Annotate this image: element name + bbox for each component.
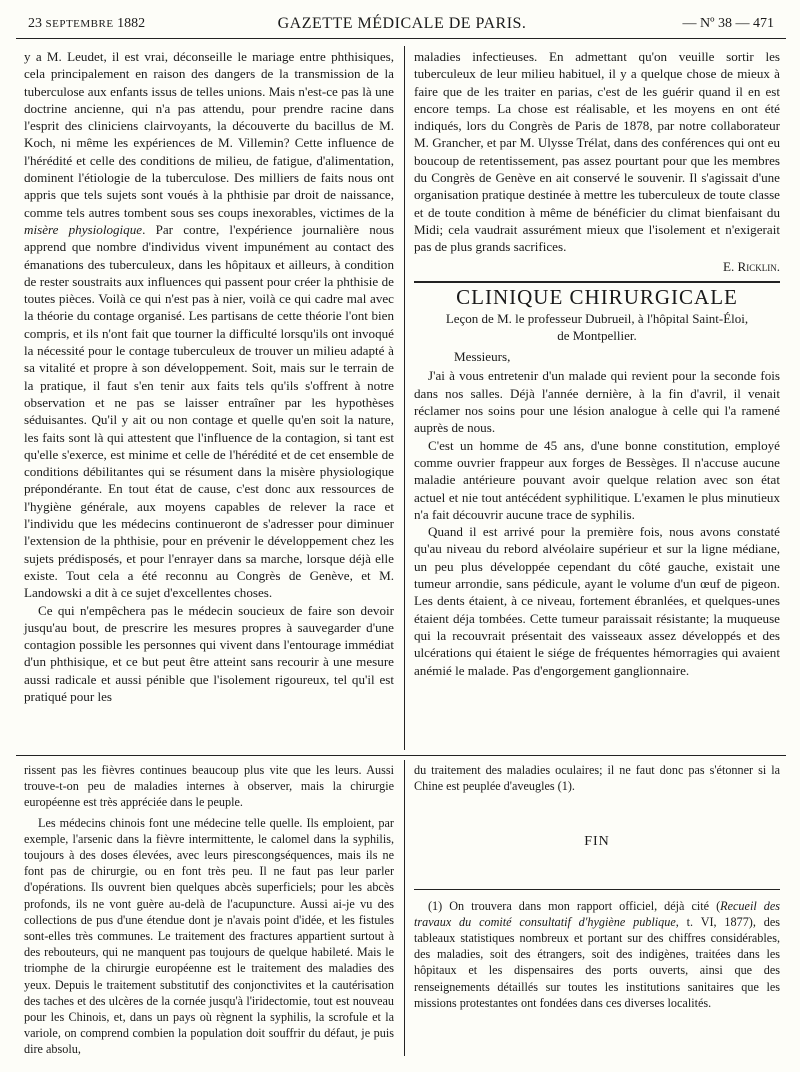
- footnote-rule: [414, 889, 780, 890]
- bottom-left-paragraph-2: Les médecins chinois font une médecine telle quelle. Ils emploient, par exemple, l'arsenic dans la fièvre intermittente, le calomel dans la syphilis, toujours à des doses élevées, avec leurs pirescongséquences, mais ils ne font pas de chirurgie, ou en font très peu. Il ne faut pas leur parler d'opérations. Ils ouvrent bien quelques abcès superficiels; pour les abcès profonds, ils ne vont guère au-delà de l'acupuncture. Aussi ai-je vu des collections de pus d'une étendue dont je n'avais point d'idée, et les fistules sont-elles très communes. Le traitement des fractures appartient surtout à des rebouteurs, qui ne manquent pas toujours de quelque habileté. Mais le triomphe de la chirurgie européenne est le traitement des maladies des yeux. Depuis le traitement substitutif des conjonctivites et la cautérisation des taches et des ulcères de la cornée jusqu'à l'iridectomie, tout est nouveau pour les Chinois, et, dans un pays où règnent la syphilis, la scrofule et la variole, on comprend combien la population doit souffrir du défaut, je puis dire absolu,: [24, 815, 394, 1057]
- lecture-subtitle: Leçon de M. le professeur Dubrueil, à l'hôpital Saint-Éloi, de Montpellier.: [445, 311, 749, 344]
- footnote: (1) On trouvera dans mon rapport officiel, déjà cité (Recueil des travaux du comité consultatif d'hygiène publique, t. VI, 1877), des tableaux statistiques nombreux et portant sur des chiffres considérables, des maladies, soit des étrangers, soit des indigènes, traitées dans les hôpitaux et les dispensaires des ports ouverts, ainsi que des renseignements détaillés sur toutes les institutions sanitaires que les missions protestantes ont fondées dans ces diverses localités.: [414, 898, 780, 1010]
- header-rule: [16, 38, 786, 39]
- bottom-left-column: [24, 762, 394, 1058]
- right-paragraph-3: Quand il est arrivé pour la première fois, nous avons constaté qu'au niveau du rebord alvéolaire supérieur et sur la ligne médiane, un peu plus développée cependant du côté gauche, existait une tumeur arrondie, sans pédicule, ayant le volume d'un œuf de pigeon. Les dents étaient, à ce niveau, fortement ébranlées, et quelques-unes étaient déja tombées. Cette tumeur paraissait résistante; la muqueuse qui la recouvrait présentait des vaisseaux assez développés et des ulcérations qui étaient le siége de fréquentes hémorragies qui avaient anémié le malade. Pas d'engorgement ganglionnaire.: [414, 524, 780, 678]
- fin-marker: FIN: [584, 834, 610, 850]
- page-header: [16, 14, 788, 38]
- header-date: 23 SEPTEMBRE 1882: [28, 16, 146, 31]
- left-column: [24, 48, 394, 705]
- article-signature: E. Ricklin.: [722, 258, 780, 274]
- left-paragraph-2: Ce qui n'empêchera pas le médecin soucieux de faire son devoir jusqu'au bout, de prescrire les mesures propres à sauvegarder d'une contagion possible les personnes qui vivent dans l'entourage immédiat d'un phthisique, et ce but peut être atteint sans recourir à une mesure aussi radicale et aussi pénible que l'isolement rigoureux, tel qu'il est pratiqué pour les: [24, 602, 394, 704]
- section-separator: [16, 755, 786, 756]
- column-divider-bottom: [404, 760, 405, 1056]
- right-top-paragraph: maladies infectieuses. En admettant qu'on veuille sortir les tuberculeux de leur milieu habituel, il y a quelque chose de mieux à faire que de les traiter en parias, c'est de les guérir quand il en est encore temps. La chose est réalisable, et les moyens en ont été indiqués, lors du Congrès de Paris de 1878, par notre collaborateur M. Grancher, et par M. Ulysse Trélat, dans des conférences qui ont eu boucoup de retentissement, pas assez pourtant pour que les membres du Congrès de Genève en ait conservé le souvenir. Il s'agissait d'une organisation pratique destinée à mettre les tuberculeux de toute classe et de toute condition à même de bénéficier du climat bienfaisant du Midi; cela vaudrait assurément mieux que l'isolement et n'exigerait pas de plus grands sacrifices.: [414, 49, 781, 255]
- italic-phrase: misère physiologique: [24, 221, 143, 237]
- section-title: CLINIQUE CHIRURGICALE: [456, 284, 738, 309]
- salutation: Messieurs,: [454, 349, 511, 365]
- issue-number: — Nº 38 — 471: [682, 16, 774, 31]
- right-paragraph-1: J'ai à vous entretenir d'un malade qui revient pour la seconde fois dans nos salles. Déjà l'année dernière, à la fin d'avril, il venait réclamer nos soins pour une lésion analogue à celle qui l'a ramené auprès de nous.: [414, 368, 780, 436]
- bottom-left-paragraph-1: rissent pas les fièvres continues beaucoup plus vite que les leurs. Aussi trouve-t-on peu de maladies internes à observer, mais la chirurgie européenne est très appréciée dans le peuple.: [24, 763, 394, 810]
- right-paragraph-2: C'est un homme de 45 ans, d'une bonne constitution, employé comme ouvrier frappeur aux forges de Bessèges. Il n'accuse aucune maladie antérieure pouvant avoir quelque relation avec son état actuel et nie tout antécédent syphilitique. L'examen le plus minutieux n'a fait découvrir aucune trace de syphilis.: [414, 437, 780, 522]
- section-rule: [414, 281, 780, 283]
- right-column: [414, 48, 780, 679]
- left-paragraph-1: y a M. Leudet, il est vrai, déconseille le mariage entre phthisiques, cela principalement en raison des dangers de la transmission de la tuberculose aux enfants issus de telles unions. Mais n'est-ce pas là une doctrine ancienne, qui n'a pas attendu, pour prendre racine dans l'esprit des cliniciens clairvoyants, la découverte du bacillus de M. Koch, ni même les expériences de M. Villemin? Cette influence de l'hérédité et celle des conditions de milieu, de fatigue, d'alimentation, dominent l'étiologie de la tuberculose. Des milliers de faits nous ont appris que tels sujets sont voués à la phthisie par droit de naissance, comme tels autres tombent sous ses coups inexorables, victimes de la misère physiologique. Par contre, l'expérience journalière nous apprend que nombre d'individus vivent impunément au contact des émanations des tuberculeux, dans les hôpitaux et ailleurs, à condition de rester soustraits aux influences qui passent pour créer la phthisie de toutes pièces. Voilà ce qui n'est pas à nier, voilà ce qui cadre mal avec la théorie du contage organisé. Les partisans de cette théorie l'ont bien compris, et ils n'ont fait que tourner la difficulté lorsqu'ils ont invoqué la nécessité pour le contage tuberculeux de trouver un milieu adapté à sa vitalité et propre à son développement. Soit, mais sur le terrain de la pratique, il faut s'en tenir aux faits tels qu'ils s'offrent à notre observation et ne pas se laisser entraîner par les hypothèses séduisantes. Qu'il y ait ou non contage et quelle qu'en soit la nature, les faits sont là qui attestent que l'influence de la contagion, si tant est qu'elle s'exerce, est minime et celle de l'hérédité et de cet ensemble de conditions débilitantes qui se résument dans la misère physiologique prépondérante. En tout état de cause, c'est donc aux ressources de l'hygiène générale, aux moyens capables de relever la race et l'individu que les médecins continueront de s'adresser pour diminuer l'extension de la phthisie, pour en prévenir le développement chez les sujets prédisposés, et pour l'enrayer dans sa marche, lorsque déjà elle existe. Tout cela a été reconnu au Congrès de Genève, et M. Landowski a dit à ce sujet d'excellentes choses.: [24, 49, 394, 601]
- journal-title: GAZETTE MÉDICALE DE PARIS.: [277, 15, 527, 32]
- bottom-right-paragraph: du traitement des maladies oculaires; il ne faut donc pas s'étonner si la Chine est peuplée d'aveugles (1).: [414, 763, 780, 794]
- column-divider-top: [404, 46, 405, 750]
- bottom-right-column: [414, 762, 780, 1011]
